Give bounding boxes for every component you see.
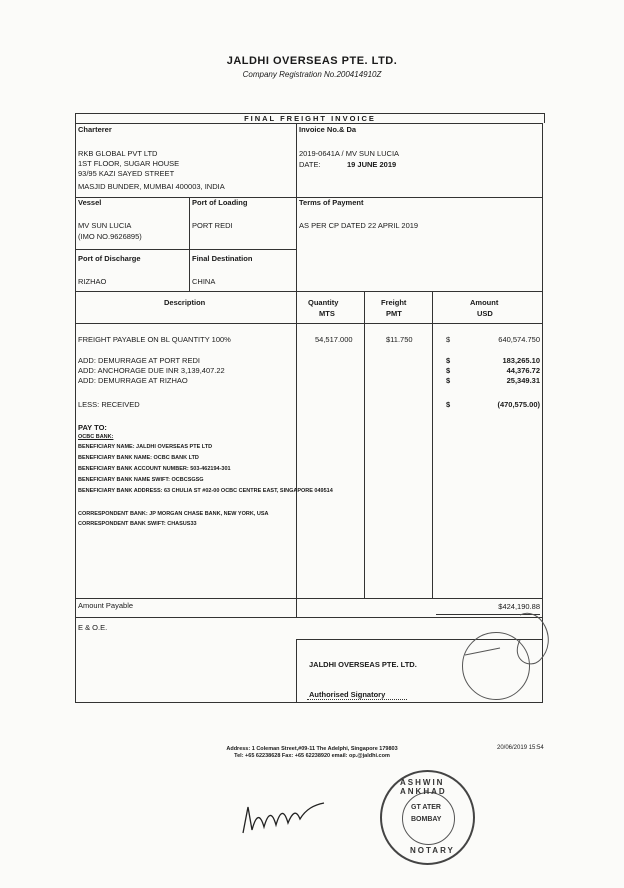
line-item-amount: 44,376.72 — [506, 366, 540, 375]
company-registration: Company Registration No.200414910Z — [242, 70, 382, 79]
vessel-label: Vessel — [78, 198, 102, 207]
line-item-amount: 25,349.31 — [506, 376, 540, 385]
correspondent-line: CORRESPONDENT BANK SWIFT: CHASUS33 — [78, 521, 197, 527]
col-amount-unit: USD — [477, 309, 493, 318]
line-item-amount: 183,265.10 — [502, 356, 540, 365]
line-item-currency: $ — [446, 366, 451, 375]
invoice-no-label: Invoice No.& Da — [299, 125, 357, 134]
seal-scribble — [450, 600, 560, 710]
correspondent-line: CORRESPONDENT BANK: JP MORGAN CHASE BANK, NEW YORK, USA — [78, 511, 269, 517]
footer-timestamp: 20/06/2019 15:54 — [497, 745, 544, 751]
col-quantity-unit: MTS — [319, 309, 335, 318]
amount-payable: $424,190.88 — [498, 602, 540, 611]
bank-line: BENEFICIARY BANK NAME: OCBC BANK LTD — [78, 455, 199, 461]
line-item-desc: ADD: DEMURRAGE AT PORT REDI — [78, 356, 200, 365]
bank-line: BENEFICIARY NAME: JALDHI OVERSEAS PTE LTD — [78, 444, 213, 450]
signatory-label: Authorised Signatory — [309, 690, 386, 699]
final-dest: CHINA — [192, 277, 216, 286]
handwritten-signature — [238, 795, 328, 840]
charterer-address-2: 93/95 KAZI SAYED STREET — [78, 169, 175, 178]
port-discharge: RIZHAO — [78, 277, 107, 286]
line-item-amount: 640,574.750 — [498, 335, 540, 344]
line-item-currency: $ — [446, 335, 451, 344]
notary-stamp — [380, 770, 475, 865]
terms-value: AS PER CP DATED 22 APRIL 2019 — [299, 221, 419, 230]
charterer-name: RKB GLOBAL PVT LTD — [78, 149, 158, 158]
notary-name: ASHWIN ANKHAD — [400, 778, 447, 796]
col-freight-unit: PMT — [386, 309, 402, 318]
vessel-name: MV SUN LUCIA — [78, 221, 132, 230]
bank-line: BENEFICIARY BANK ACCOUNT NUMBER: 503-462194-301 — [78, 466, 231, 472]
invoice-no: 2019-0641A / MV SUN LUCIA — [299, 149, 400, 158]
date-label: DATE: — [299, 160, 321, 169]
line-item-rate: $11.750 — [386, 335, 413, 344]
company-name: JALDHI OVERSEAS PTE. LTD. — [226, 55, 398, 67]
invoice-title: FINAL FREIGHT INVOICE — [75, 113, 545, 123]
bank-heading: OCBC BANK: — [78, 434, 114, 440]
col-description: Description — [164, 298, 206, 307]
line-item-currency: $ — [446, 376, 451, 385]
charterer-label: Charterer — [78, 125, 112, 134]
line-item-desc: ADD: DEMURRAGE AT RIZHAO — [78, 376, 188, 385]
port-discharge-label: Port of Discharge — [78, 254, 141, 263]
col-quantity: Quantity — [308, 298, 339, 307]
final-dest-label: Final Destination — [192, 254, 253, 263]
line-item-currency: $ — [446, 400, 451, 409]
notary-center: GT ATER — [411, 804, 441, 811]
eoe-note: E & O.E. — [78, 623, 108, 632]
charterer-address-3: MASJID BUNDER, MUMBAI 400003, INDIA — [78, 182, 225, 191]
line-item-desc: FREIGHT PAYABLE ON BL QUANTITY 100% — [78, 335, 231, 344]
bank-line: BENEFICIARY BANK NAME SWIFT: OCBCSGSG — [78, 477, 204, 483]
bank-line: BENEFICIARY BANK ADDRESS: 63 CHULIA ST #02-00 OCBC CENTRE EAST, SINGAPORE 049514 — [78, 488, 333, 494]
footer-contact-line: Tel: +65 62238628 Fax: +65 62238920 email: op.@jaldhi.com — [234, 753, 390, 759]
vessel-imo: (IMO NO.9626895) — [78, 232, 142, 241]
col-freight: Freight — [381, 298, 407, 307]
terms-label: Terms of Payment — [299, 198, 364, 207]
line-item-desc: LESS: RECEIVED — [78, 400, 140, 409]
charterer-address-1: 1ST FLOOR, SUGAR HOUSE — [78, 159, 180, 168]
invoice-date: 19 JUNE 2019 — [347, 160, 397, 169]
port-loading: PORT REDI — [192, 221, 233, 230]
footer-address-line: Address: 1 Coleman Street,#09-11 The Adelphi, Singapore 179803 — [226, 746, 398, 752]
line-item-currency: $ — [446, 356, 451, 365]
pay-to-label: PAY TO: — [78, 423, 107, 432]
amount-payable-label: Amount Payable — [78, 601, 134, 610]
col-amount: Amount — [470, 298, 499, 307]
line-item-amount: (470,575.00) — [497, 400, 540, 409]
line-item-desc: ADD: ANCHORAGE DUE INR 3,139,407.22 — [78, 366, 225, 375]
port-loading-label: Port of Loading — [192, 198, 248, 207]
notary-city: BOMBAY — [411, 816, 442, 823]
line-item-qty: 54,517.000 — [315, 335, 353, 344]
notary-label: NOTARY — [410, 846, 455, 855]
signatory-company: JALDHI OVERSEAS PTE. LTD. — [309, 660, 417, 669]
